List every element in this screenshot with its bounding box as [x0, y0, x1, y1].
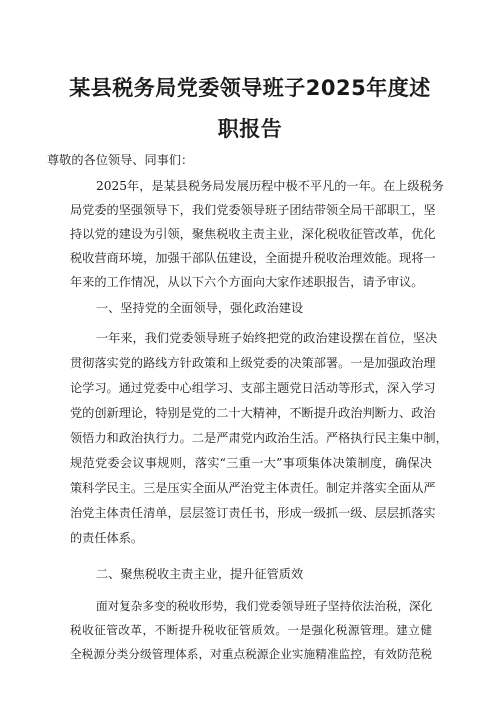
section1-line: 规范党委会议事规则，落实“三重一大”事项集体决策制度，确保决 [70, 456, 432, 470]
greeting: 尊敬的各位领导、同事们： [47, 153, 194, 167]
document-title-line-1: 某县税务局党委领导班子2025年度述 [69, 76, 431, 100]
intro-line: 年来的工作情况，从以下六个方面向大家作述职报告，请予审议。 [70, 275, 424, 289]
section1-line: 领悟力和政治执行力。二是严肃党内政治生活。严格执行民主集中制， [70, 431, 448, 445]
section2-line: 面对复杂多变的税收形势，我们党委领导班子坚持依法治税，深化 [96, 599, 433, 613]
section2-line: 税收征管改革，不断提升税收征管质效。一是强化税源管理。建立健 [70, 623, 432, 637]
intro-line: 局党委的坚强领导下，我们党委领导班子团结带领全局干部职工，坚 [70, 203, 436, 217]
section1-line: 党的创新理论，特别是党的二十大精神，不断提升政治判断力、政治 [70, 406, 436, 420]
section-heading: 二、聚焦税收主责主业，提升征管质效 [96, 567, 304, 581]
section1-line: 论学习。通过党委中心组学习、支部主题党日活动等形式，深入学习 [70, 381, 436, 395]
document-title-line-2: 职报告 [217, 117, 283, 141]
section1-line: 贯彻落实党的路线方针政策和上级党委的决策部署。一是加强政治理 [70, 356, 436, 370]
intro-line: 2025年，是某县税务局发展历程中极不平凡的一年。在上级税务 [96, 179, 444, 193]
section-heading: 一、坚持党的全面领导，强化政治建设 [96, 301, 304, 315]
intro-line: 持以党的建设为引领，聚焦税收主责主业，深化税收征管改革，优化 [70, 227, 436, 241]
section2-line: 全税源分类分级管理体系，对重点税源企业实施精准监控，有效防范税 [70, 647, 432, 661]
section1-line: 的责任体系。 [70, 531, 144, 545]
intro-line: 税收营商环境，加强干部队伍建设，全面提升税收治理效能。现将一 [70, 251, 436, 265]
section1-line: 策科学民主。三是压实全面从严治党主体责任。制定并落实全面从严 [70, 481, 436, 495]
section1-line: 治党主体责任清单，层层签订责任书，形成一级抓一级、层层抓落实 [70, 506, 436, 520]
section1-line: 一年来，我们党委领导班子始终把党的政治建设摆在首位，坚决 [96, 331, 438, 345]
